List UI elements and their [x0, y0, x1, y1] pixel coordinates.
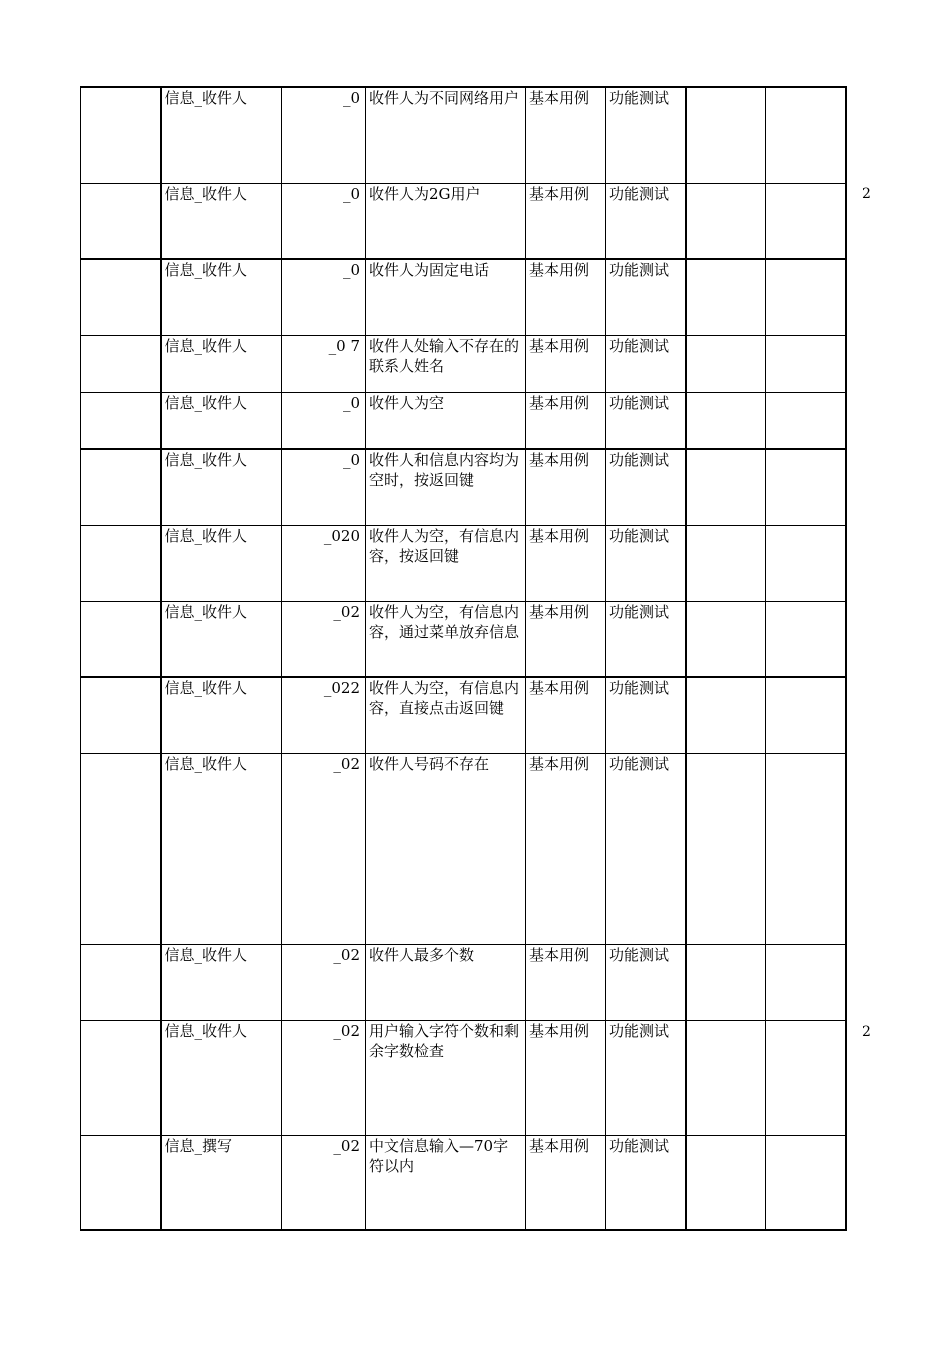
empty-cell — [766, 335, 846, 392]
description-cell: 收件人处输入不存在的联系人姓名 — [366, 335, 526, 392]
empty-cell — [766, 183, 846, 259]
case-level-cell: 基本用例 — [526, 1135, 606, 1230]
id-cell — [81, 259, 161, 335]
empty-cell — [686, 944, 766, 1020]
case-level-cell: 基本用例 — [526, 1020, 606, 1135]
empty-cell — [686, 525, 766, 601]
table-row — [81, 601, 846, 677]
description-cell: 收件人号码不存在 — [366, 753, 526, 944]
case-level-cell: 基本用例 — [526, 601, 606, 677]
table-row — [81, 392, 846, 449]
table-row — [81, 1135, 846, 1230]
empty-cell — [766, 449, 846, 525]
module-cell: 信息_收件人 — [161, 87, 282, 183]
empty-cell — [766, 1020, 846, 1135]
description-cell: 收件人最多个数 — [366, 944, 526, 1020]
id-cell — [81, 753, 161, 944]
case-number-cell: _02 — [282, 1135, 366, 1230]
table-row — [81, 1020, 846, 1135]
description-cell: 收件人为空 — [366, 392, 526, 449]
description-cell: 收件人为固定电话 — [366, 259, 526, 335]
empty-cell — [766, 1135, 846, 1230]
description-cell: 收件人为空，有信息内容，按返回键 — [366, 525, 526, 601]
description-cell: 中文信息输入—70字符以内 — [366, 1135, 526, 1230]
id-cell — [81, 944, 161, 1020]
case-number-cell: _0 — [282, 183, 366, 259]
table-row — [81, 259, 846, 335]
test-type-cell: 功能测试 — [606, 87, 686, 183]
id-cell — [81, 335, 161, 392]
table-row — [81, 335, 846, 392]
test-type-cell: 功能测试 — [606, 183, 686, 259]
test-type-cell: 功能测试 — [606, 525, 686, 601]
empty-cell — [686, 335, 766, 392]
empty-cell — [686, 183, 766, 259]
case-level-cell: 基本用例 — [526, 677, 606, 753]
table-row — [81, 677, 846, 753]
table-row — [81, 87, 846, 183]
empty-cell — [766, 392, 846, 449]
side-mark: 2 — [862, 186, 871, 202]
description-cell: 用户输入字符个数和剩余字数检查 — [366, 1020, 526, 1135]
case-level-cell: 基本用例 — [526, 753, 606, 944]
empty-cell — [686, 753, 766, 944]
case-number-cell: _0 — [282, 449, 366, 525]
case-number-cell: _022 — [282, 677, 366, 753]
empty-cell — [766, 753, 846, 944]
empty-cell — [766, 677, 846, 753]
description-cell: 收件人为空，有信息内容，通过菜单放弃信息 — [366, 601, 526, 677]
module-cell: 信息_收件人 — [161, 335, 282, 392]
id-cell — [81, 1020, 161, 1135]
case-level-cell: 基本用例 — [526, 183, 606, 259]
case-number-cell: _0 7 — [282, 335, 366, 392]
case-number-cell: _0 — [282, 392, 366, 449]
id-cell — [81, 449, 161, 525]
id-cell — [81, 87, 161, 183]
empty-cell — [766, 944, 846, 1020]
empty-cell — [766, 87, 846, 183]
test-type-cell: 功能测试 — [606, 335, 686, 392]
description-cell: 收件人为空，有信息内容，直接点击返回键 — [366, 677, 526, 753]
side-mark: 2 — [862, 1024, 871, 1040]
test-type-cell: 功能测试 — [606, 392, 686, 449]
case-number-cell: _02 — [282, 601, 366, 677]
module-cell: 信息_收件人 — [161, 944, 282, 1020]
module-cell: 信息_收件人 — [161, 392, 282, 449]
case-level-cell: 基本用例 — [526, 449, 606, 525]
case-number-cell: _0 — [282, 259, 366, 335]
test-type-cell: 功能测试 — [606, 677, 686, 753]
id-cell — [81, 183, 161, 259]
test-case-table — [80, 86, 847, 1231]
id-cell — [81, 392, 161, 449]
test-type-cell: 功能测试 — [606, 1135, 686, 1230]
empty-cell — [766, 525, 846, 601]
table-row — [81, 753, 846, 944]
case-level-cell: 基本用例 — [526, 87, 606, 183]
empty-cell — [686, 677, 766, 753]
empty-cell — [686, 87, 766, 183]
test-type-cell: 功能测试 — [606, 259, 686, 335]
test-type-cell: 功能测试 — [606, 449, 686, 525]
module-cell: 信息_收件人 — [161, 525, 282, 601]
case-level-cell: 基本用例 — [526, 259, 606, 335]
id-cell — [81, 525, 161, 601]
table-row — [81, 449, 846, 525]
test-type-cell: 功能测试 — [606, 1020, 686, 1135]
empty-cell — [766, 259, 846, 335]
empty-cell — [686, 392, 766, 449]
test-type-cell: 功能测试 — [606, 944, 686, 1020]
empty-cell — [686, 449, 766, 525]
empty-cell — [766, 601, 846, 677]
module-cell: 信息_收件人 — [161, 601, 282, 677]
case-level-cell: 基本用例 — [526, 944, 606, 1020]
table-row — [81, 183, 846, 259]
module-cell: 信息_收件人 — [161, 1020, 282, 1135]
test-type-cell: 功能测试 — [606, 601, 686, 677]
id-cell — [81, 677, 161, 753]
module-cell: 信息_收件人 — [161, 259, 282, 335]
module-cell: 信息_收件人 — [161, 183, 282, 259]
case-number-cell: _020 — [282, 525, 366, 601]
module-cell: 信息_收件人 — [161, 753, 282, 944]
test-type-cell: 功能测试 — [606, 753, 686, 944]
empty-cell — [686, 601, 766, 677]
case-level-cell: 基本用例 — [526, 392, 606, 449]
id-cell — [81, 601, 161, 677]
spreadsheet — [80, 86, 845, 1231]
module-cell: 信息_撰写 — [161, 1135, 282, 1230]
id-cell — [81, 1135, 161, 1230]
description-cell: 收件人为不同网络用户 — [366, 87, 526, 183]
case-number-cell: _02 — [282, 753, 366, 944]
table-row — [81, 525, 846, 601]
case-number-cell: _02 — [282, 944, 366, 1020]
module-cell: 信息_收件人 — [161, 677, 282, 753]
empty-cell — [686, 1135, 766, 1230]
case-level-cell: 基本用例 — [526, 525, 606, 601]
empty-cell — [686, 1020, 766, 1135]
description-cell: 收件人和信息内容均为空时，按返回键 — [366, 449, 526, 525]
module-cell: 信息_收件人 — [161, 449, 282, 525]
table-row — [81, 944, 846, 1020]
case-level-cell: 基本用例 — [526, 335, 606, 392]
case-number-cell: _02 — [282, 1020, 366, 1135]
empty-cell — [686, 259, 766, 335]
description-cell: 收件人为2G用户 — [366, 183, 526, 259]
case-number-cell: _0 — [282, 87, 366, 183]
